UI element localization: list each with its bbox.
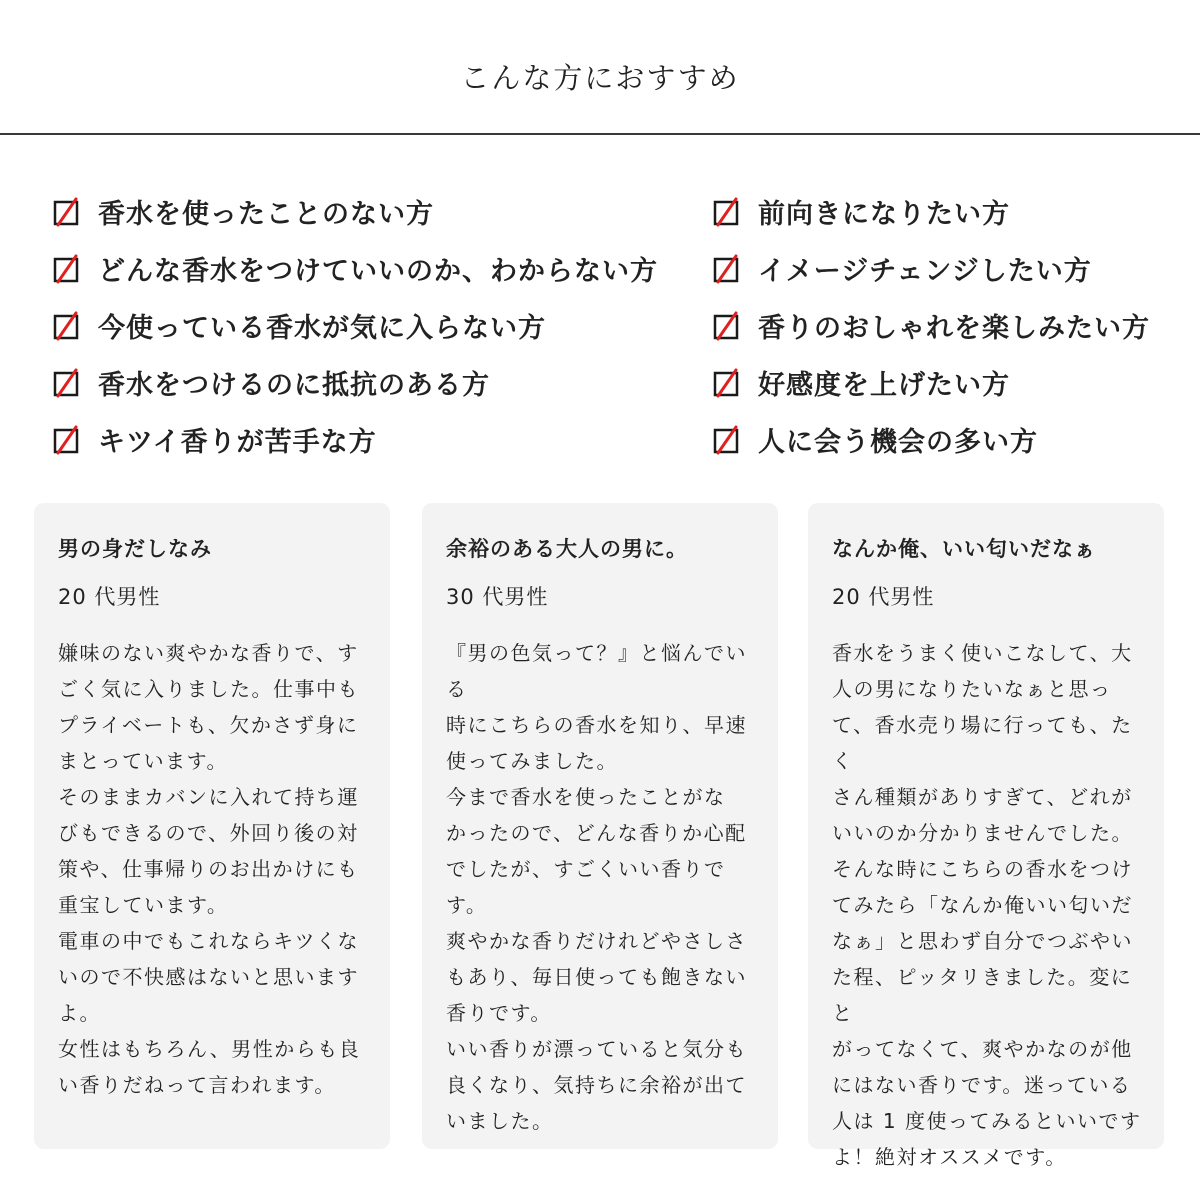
- review-line: 重宝しています。: [58, 893, 229, 917]
- section-heading: こんな方におすすめ: [460, 61, 740, 95]
- checklist-item: [712, 354, 1150, 411]
- review-line: まとっています。: [58, 749, 228, 773]
- review-title: 余裕のある大人の男に。: [446, 537, 688, 561]
- review-line: 『男の色気って？』と悩んでいる: [446, 641, 747, 701]
- review-line: 嫌味のない爽やかな香りで、す: [58, 641, 359, 665]
- checkbox-checked-icon: [52, 195, 86, 229]
- review-line: ごく気に入りました。仕事中も: [58, 677, 359, 701]
- checklist-label: 今使っている香水が気に入らない方: [98, 313, 546, 344]
- review-card: [34, 503, 390, 1149]
- checklist-label: どんな香水をつけていいのか、わからない方: [98, 256, 658, 287]
- checkbox-checked-icon: [52, 366, 86, 400]
- checklist-label: 香りのおしゃれを楽しみたい方: [758, 313, 1150, 344]
- review-author-age: 30 代男性: [446, 585, 549, 609]
- review-line: て、香水売り場に行っても、たく: [832, 713, 1133, 773]
- review-line: 電車の中でもこれならキツくな: [58, 929, 359, 953]
- checklist-item: [52, 297, 658, 354]
- review-line: なぁ」と思わず自分でつぶやい: [832, 929, 1133, 953]
- review-line: さん種類がありすぎて、どれが: [832, 785, 1133, 809]
- checklist-label: 香水をつけるのに抵抗のある方: [98, 370, 490, 401]
- review-author-age: 20 代男性: [832, 585, 935, 609]
- review-line: いいのか分かりませんでした。: [832, 821, 1133, 845]
- review-line: 今まで香水を使ったことがな: [446, 785, 726, 809]
- checklist-item: [52, 183, 658, 240]
- review-line: かったので、どんな香りか心配: [446, 821, 747, 845]
- checklist-label: 香水を使ったことのない方: [98, 199, 434, 230]
- checkbox-checked-icon: [712, 309, 746, 343]
- heading-divider: [0, 133, 1200, 135]
- review-line: 人は 1 度使ってみるといいです: [832, 1109, 1142, 1133]
- review-line: 人の男になりたいなぁと思っ: [832, 677, 1112, 701]
- review-line: 使ってみました。: [446, 749, 618, 773]
- checkbox-checked-icon: [712, 195, 746, 229]
- review-line: てみたら「なんか俺いい匂いだ: [832, 893, 1133, 917]
- checklist-item: [712, 183, 1150, 240]
- review-line: よ！絶対オススメです。: [832, 1145, 1067, 1169]
- checklist-label: イメージチェンジしたい方: [758, 256, 1092, 287]
- checkbox-checked-icon: [52, 423, 86, 457]
- review-line: いました。: [446, 1109, 554, 1133]
- checklist-right: [712, 183, 1150, 468]
- review-line: びもできるので、外回り後の対: [58, 821, 359, 845]
- checkbox-checked-icon: [712, 366, 746, 400]
- review-body: [832, 635, 1148, 1175]
- review-title: 男の身だしなみ: [58, 537, 212, 561]
- checklist-item: [52, 411, 658, 468]
- review-line: た程、ピッタリきました。変にと: [832, 965, 1133, 1025]
- review-line: そんな時にこちらの香水をつけ: [832, 857, 1133, 881]
- checklist-label: 人に会う機会の多い方: [758, 427, 1038, 458]
- review-line: 爽やかな香りだけれどやさしさ: [446, 929, 747, 953]
- review-line: いい香りが漂っていると気分も: [446, 1037, 747, 1061]
- review-line: い香りだねって言われます。: [58, 1073, 336, 1097]
- review-line: にはない香りです。迷っている: [832, 1073, 1132, 1097]
- review-line: もあり、毎日使っても飽きない: [446, 965, 747, 989]
- checklist-left: [52, 183, 658, 468]
- review-line: がってなくて、爽やかなのが他: [832, 1037, 1133, 1061]
- checklist-item: [712, 297, 1150, 354]
- checklist-item: [52, 240, 658, 297]
- review-line: でしたが、すごくいい香りです。: [446, 857, 726, 917]
- checklist-item: [712, 411, 1150, 468]
- checkbox-checked-icon: [712, 423, 746, 457]
- review-body: [58, 635, 374, 1103]
- review-title: なんか俺、いい匂いだなぁ: [832, 537, 1096, 561]
- checkbox-checked-icon: [712, 252, 746, 286]
- checkbox-checked-icon: [52, 252, 86, 286]
- review-body: [446, 635, 762, 1139]
- checklist-item: [712, 240, 1150, 297]
- checklist-item: [52, 354, 658, 411]
- review-line: 時にこちらの香水を知り、早速: [446, 713, 747, 737]
- checklist-label: 前向きになりたい方: [758, 199, 1010, 230]
- review-line: よ。: [58, 1001, 101, 1025]
- checklist-label: キツイ香りが苦手な方: [98, 427, 377, 458]
- review-line: いので不快感はないと思います: [58, 965, 359, 989]
- review-card: [422, 503, 778, 1149]
- review-line: 女性はもちろん、男性からも良: [58, 1037, 361, 1061]
- review-line: 策や、仕事帰りのお出かけにも: [58, 857, 359, 881]
- review-card: [808, 503, 1164, 1169]
- review-line: 香りです。: [446, 1001, 552, 1025]
- review-line: プライベートも、欠かさず身に: [58, 713, 359, 737]
- review-line: 香水をうまく使いこなして、大: [832, 641, 1133, 665]
- checkbox-checked-icon: [52, 309, 86, 343]
- review-author-age: 20 代男性: [58, 585, 161, 609]
- review-line: 良くなり、気持ちに余裕が出て: [446, 1073, 747, 1097]
- review-line: そのままカバンに入れて持ち運: [58, 785, 359, 809]
- checklist-label: 好感度を上げたい方: [758, 370, 1010, 401]
